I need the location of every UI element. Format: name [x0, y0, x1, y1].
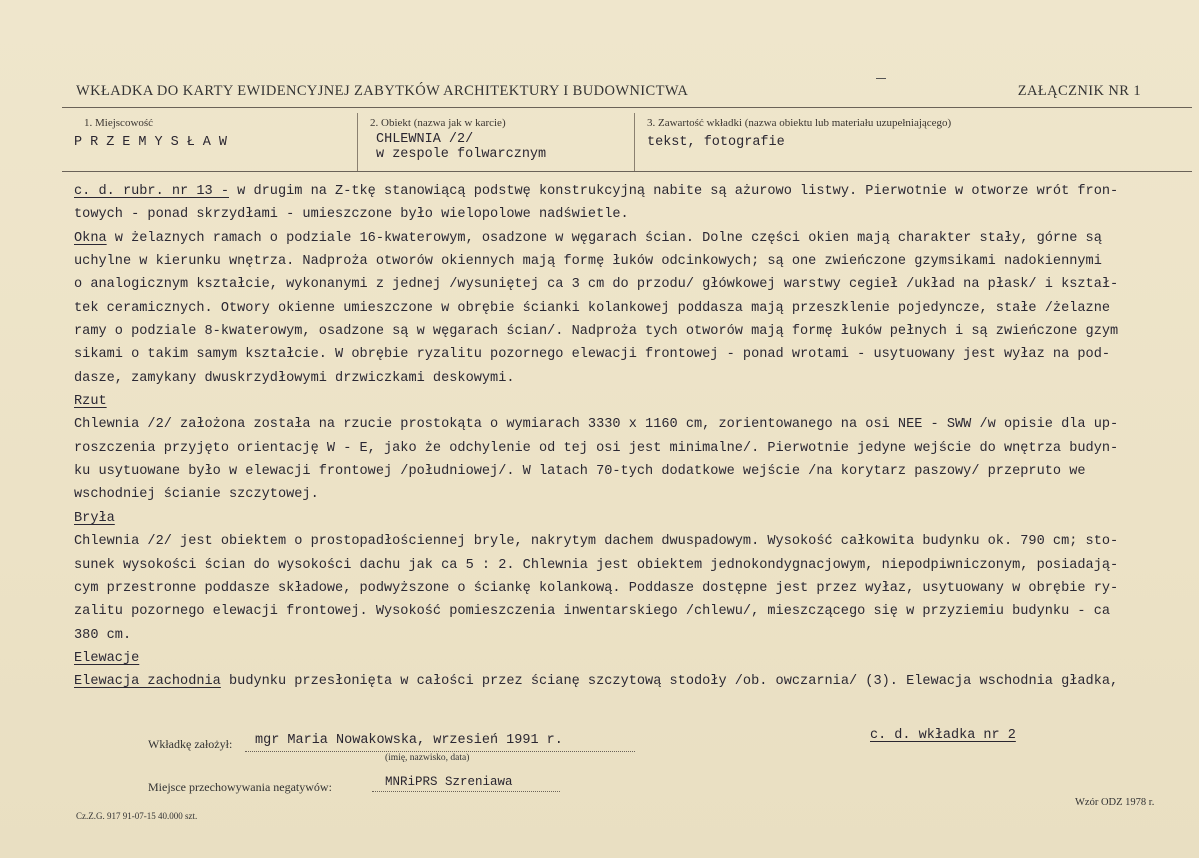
storage-label: Miejsce przechowywania negatywów:: [148, 780, 332, 794]
body-line: sunek wysokości ścian do wysokości dachu jak ca 5 : 2. Chlewnia jest obiektem jednokondygnacjowym, niepodpiwniczonym, posiadają-: [74, 557, 1119, 573]
made-by-value: mgr Maria Nowakowska, wrzesień 1991 r.: [255, 733, 563, 748]
object-value-line-1: CHLEWNIA /2/: [376, 132, 474, 147]
storage-underline: [372, 791, 560, 792]
body-text-run: w żelaznych ramach o podziale 16-kwaterowym, osadzone w węgarach ścian. Dolne części okien mają charakter stały, górne są: [106, 230, 1102, 246]
contents-value: tekst, fotografie: [647, 135, 785, 150]
body-line: [74, 180, 1194, 203]
body-line: wschodniej ścianie szczytowej.: [74, 487, 319, 503]
body-line: towych - ponad skrzydłami - umieszczone było wielopolowe nadświetle.: [74, 207, 629, 223]
storage-value: MNRiPRS Szreniawa: [385, 775, 513, 789]
body-line: sikami o takim samym kształcie. W obrębie ryzalitu pozornego elewacji frontowej - ponad wrotami - usytuowany jest wyłaz na pod-: [74, 347, 1111, 363]
section-heading-windows: Okna: [74, 230, 107, 246]
subheading-west-elevation: Elewacja zachodnia: [74, 674, 221, 690]
body-line: zalitu pozornego elewacji frontowej. Wysokość pomieszczenia inwentarskiego /chlewu/, mieszczącego się w przyziemiu budynku - ca: [74, 604, 1111, 620]
section-heading-form: Bryła: [74, 510, 115, 526]
contents-label: 3. Zawartość wkładki (nazwa obiektu lub materiału uzupełniającego): [647, 117, 952, 129]
print-mark: [876, 78, 886, 79]
form-title: WKŁADKA DO KARTY EWIDENCYJNEJ ZABYTKÓW ARCHITEKTURY I BUDOWNICTWA: [76, 83, 689, 99]
object-value-line-2: w zespole folwarcznym: [376, 147, 547, 162]
made-by-label: Wkładkę założył:: [148, 737, 233, 751]
body-line: ramy o podziale 8-kwaterowym, osadzone są w węgarach ścian/. Nadproża tych otworów mają formę łuków pełnych i są zwieńczone gzym: [74, 324, 1119, 340]
print-info: Cz.Z.G. 917 91-07-15 40.000 szt.: [76, 811, 198, 821]
body-line: [74, 227, 1194, 250]
object-label: 2. Obiekt (nazwa jak w karcie): [370, 117, 506, 129]
locality-field: [62, 113, 358, 171]
field-row-divider: [62, 171, 1192, 172]
made-by-underline: [245, 751, 635, 752]
locality-value: PRZEMYSŁAW: [74, 135, 236, 150]
header-divider: [62, 107, 1192, 108]
body-text-run: w drugim na Z-tkę stanowiącą podstwę konstrukcyjną nabite są ażurowo listwy. Pierwotnie w otworze wrót fron-: [229, 184, 1119, 199]
body-text-run: budynku przesłonięta w całości przez ścianę szczytową stodoły /ob. owczarnia/ (3). Elewacja wschodnia gładka,: [220, 674, 1119, 690]
body-line: cym przestronne poddasze składowe, podwyższone o ściankę kolankową. Poddasze dostępne jest przez wyłaz, usytuowany w obrębie ry-: [74, 580, 1119, 596]
body-line: tek ceramicznych. Otwory okienne umieszczone w obrębie ścianki kolankowej poddasza mają przeszklenie pojedyncze, stałe /żelazne: [74, 300, 1111, 316]
body-line: o analogicznym kształcie, wykonanymi z jednej /wysuniętej ca 3 cm do przodu/ główkowej warstwy cegieł /układ na płask/ i kształ-: [74, 277, 1119, 293]
body-line: [74, 670, 1194, 693]
typed-body: [74, 180, 1194, 694]
locality-label: 1. Miejscowość: [84, 117, 154, 129]
continued-note: c. d. wkładka nr 2: [870, 728, 1016, 743]
made-by-hint: (imię, nazwisko, data): [385, 753, 470, 763]
body-line: dasze, zamykany dwuskrzydłowymi drzwiczkami deskowymi.: [74, 370, 515, 386]
field-row: [62, 113, 1192, 171]
body-line: uchylne w kierunku wnętrza. Nadproża otworów okiennych mają formę łuków odcinkowych; są one zwieńczone gzymsikami nadokiennymi: [74, 254, 1102, 270]
form-id: Wzór ODZ 1978 r.: [1075, 797, 1155, 808]
section-heading-elevations: Elewacje: [74, 650, 140, 666]
object-field: [358, 113, 635, 171]
body-line: Chlewnia /2/ jest obiektem o prostopadłościennej bryle, nakrytym dachem dwuspadowym. Wysokość całkowita budynku ok. 790 cm; sto-: [74, 534, 1119, 550]
body-line: roszczenia przyjęto orientację W - E, jako że odchylenie od tej osi jest minimalne/. Pierwotnie jedyne wejście do wnętrza budyn-: [74, 440, 1119, 456]
body-line: 380 cm.: [74, 627, 132, 643]
section-heading-plan: Rzut: [74, 394, 107, 410]
contents-field: [635, 113, 1192, 171]
form-header: [76, 83, 1141, 100]
body-line: ku usytuowane było w elewacji frontowej /południowej/. W latach 70-tych dodatkowe wejście /na korytarz paszowy/ przepruto we: [74, 464, 1086, 480]
continuation-ref: c. d. rubr. nr 13 -: [74, 184, 229, 199]
body-line: Chlewnia /2/ założona została na rzucie prostokąta o wymiarach 3330 x 1160 cm, zorientowanego na osi NEE - SWW /w opisie dla up-: [74, 417, 1119, 433]
attachment-number: ZAŁĄCZNIK NR 1: [1017, 83, 1141, 99]
